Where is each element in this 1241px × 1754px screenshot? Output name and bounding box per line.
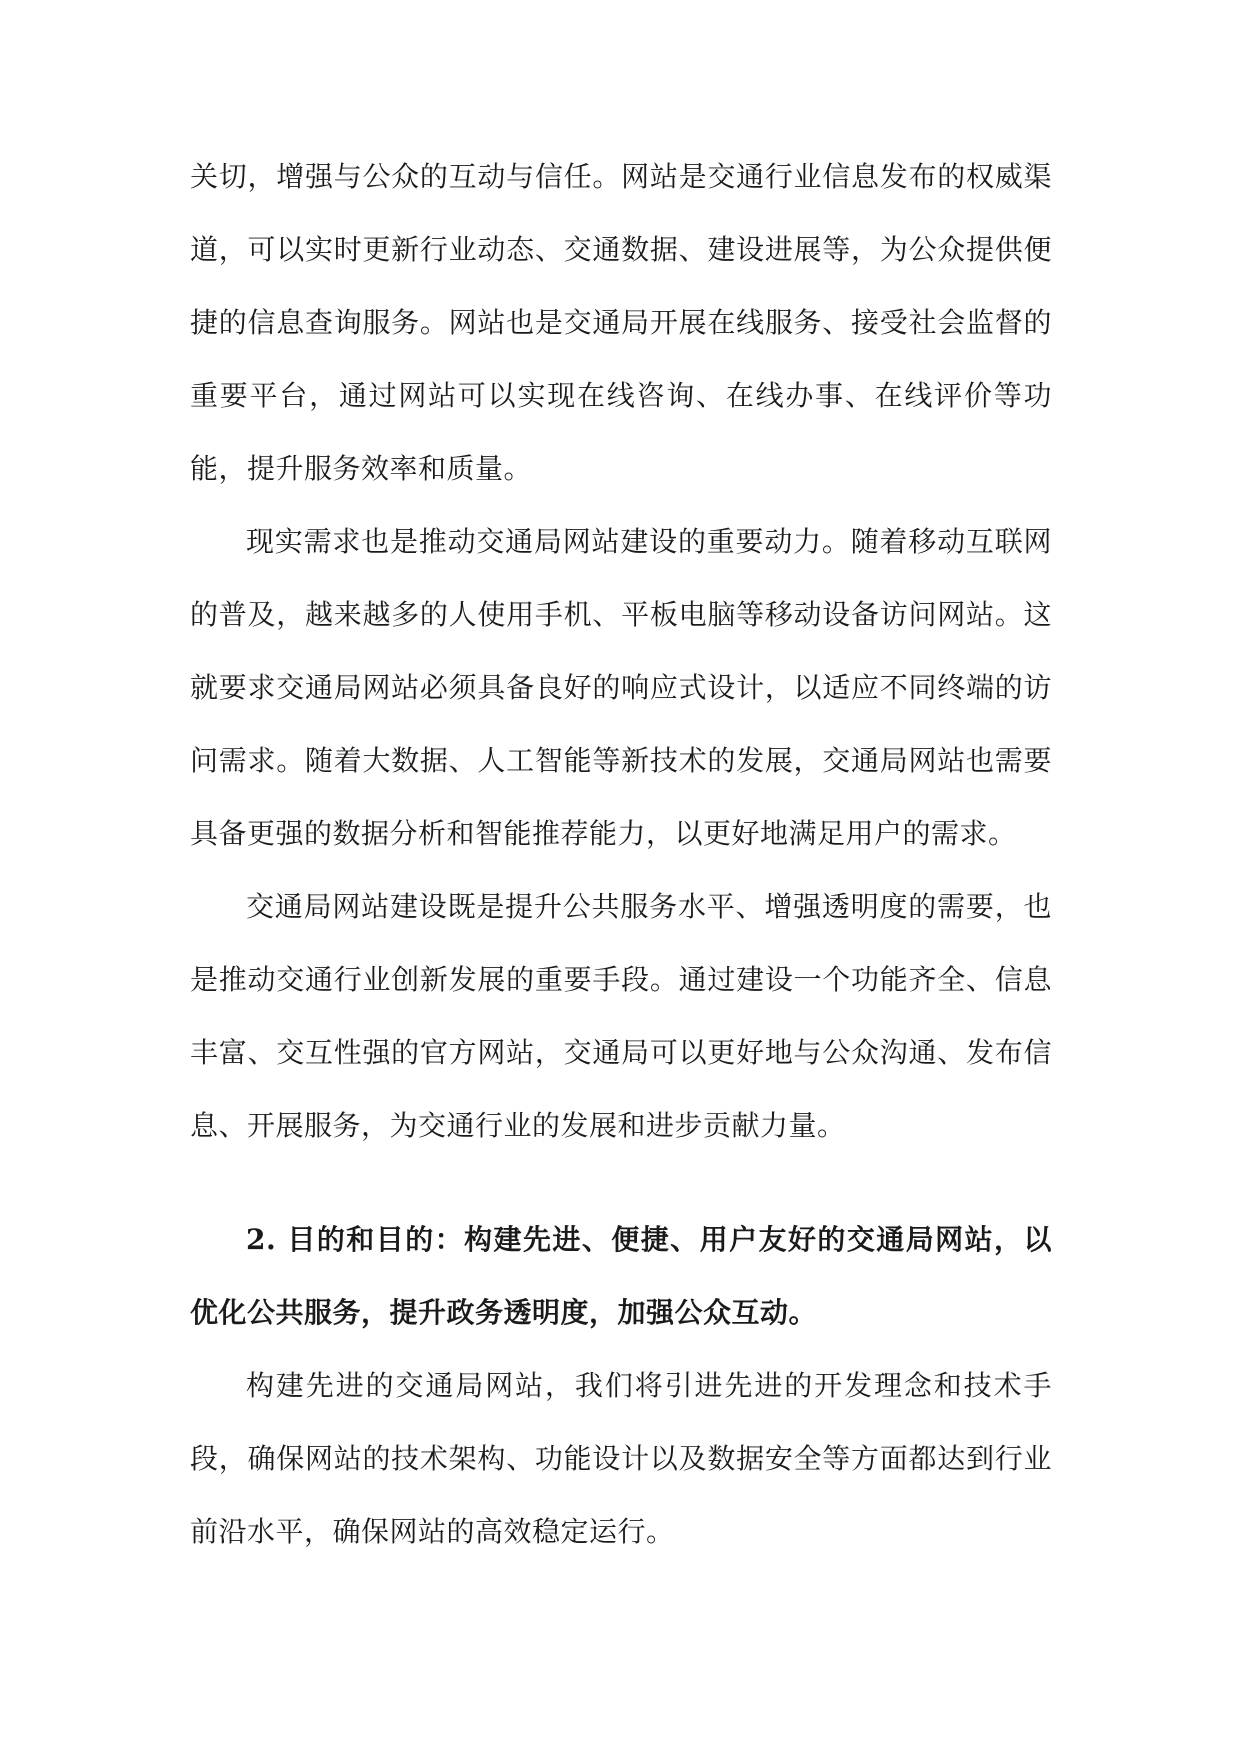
document-body <box>190 140 1052 1568</box>
paragraph-advanced-website: 构建先进的交通局网站，我们将引进先进的开发理念和技术手段，确保网站的技术架构、功能设计以及数据安全等方面都达到行业前沿水平，确保网站的高效稳定运行。 <box>190 1369 1052 1548</box>
paragraph-practical-demand: 现实需求也是推动交通局网站建设的重要动力。随着移动互联网的普及，越来越多的人使用手机、平板电脑等移动设备访问网站。这就要求交通局网站必须具备良好的响应式设计，以适应不同终端的访问需求。随着大数据、人工智能等新技术的发展，交通局网站也需要具备更强的数据分析和智能推荐能力，以更好地满足用户的需求。 <box>190 525 1052 850</box>
paragraph-website-construction: 交通局网站建设既是提升公共服务水平、增强透明度的需要，也是推动交通行业创新发展的重要手段。通过建设一个功能齐全、信息丰富、交互性强的官方网站，交通局可以更好地与公众沟通、发布信息、开展服务，为交通行业的发展和进步贡献力量。 <box>190 890 1052 1142</box>
section-heading: 2. 目的和目的：构建先进、便捷、用户友好的交通局网站，以优化公共服务，提升政务透明度，加强公众互动。 <box>190 1223 1052 1329</box>
paragraph-continued: 关切，增强与公众的互动与信任。网站是交通行业信息发布的权威渠道，可以实时更新行业动态、交通数据、建设进展等，为公众提供便捷的信息查询服务。网站也是交通局开展在线服务、接受社会监督的重要平台，通过网站可以实现在线咨询、在线办事、在线评价等功能，提升服务效率和质量。 <box>190 160 1052 485</box>
